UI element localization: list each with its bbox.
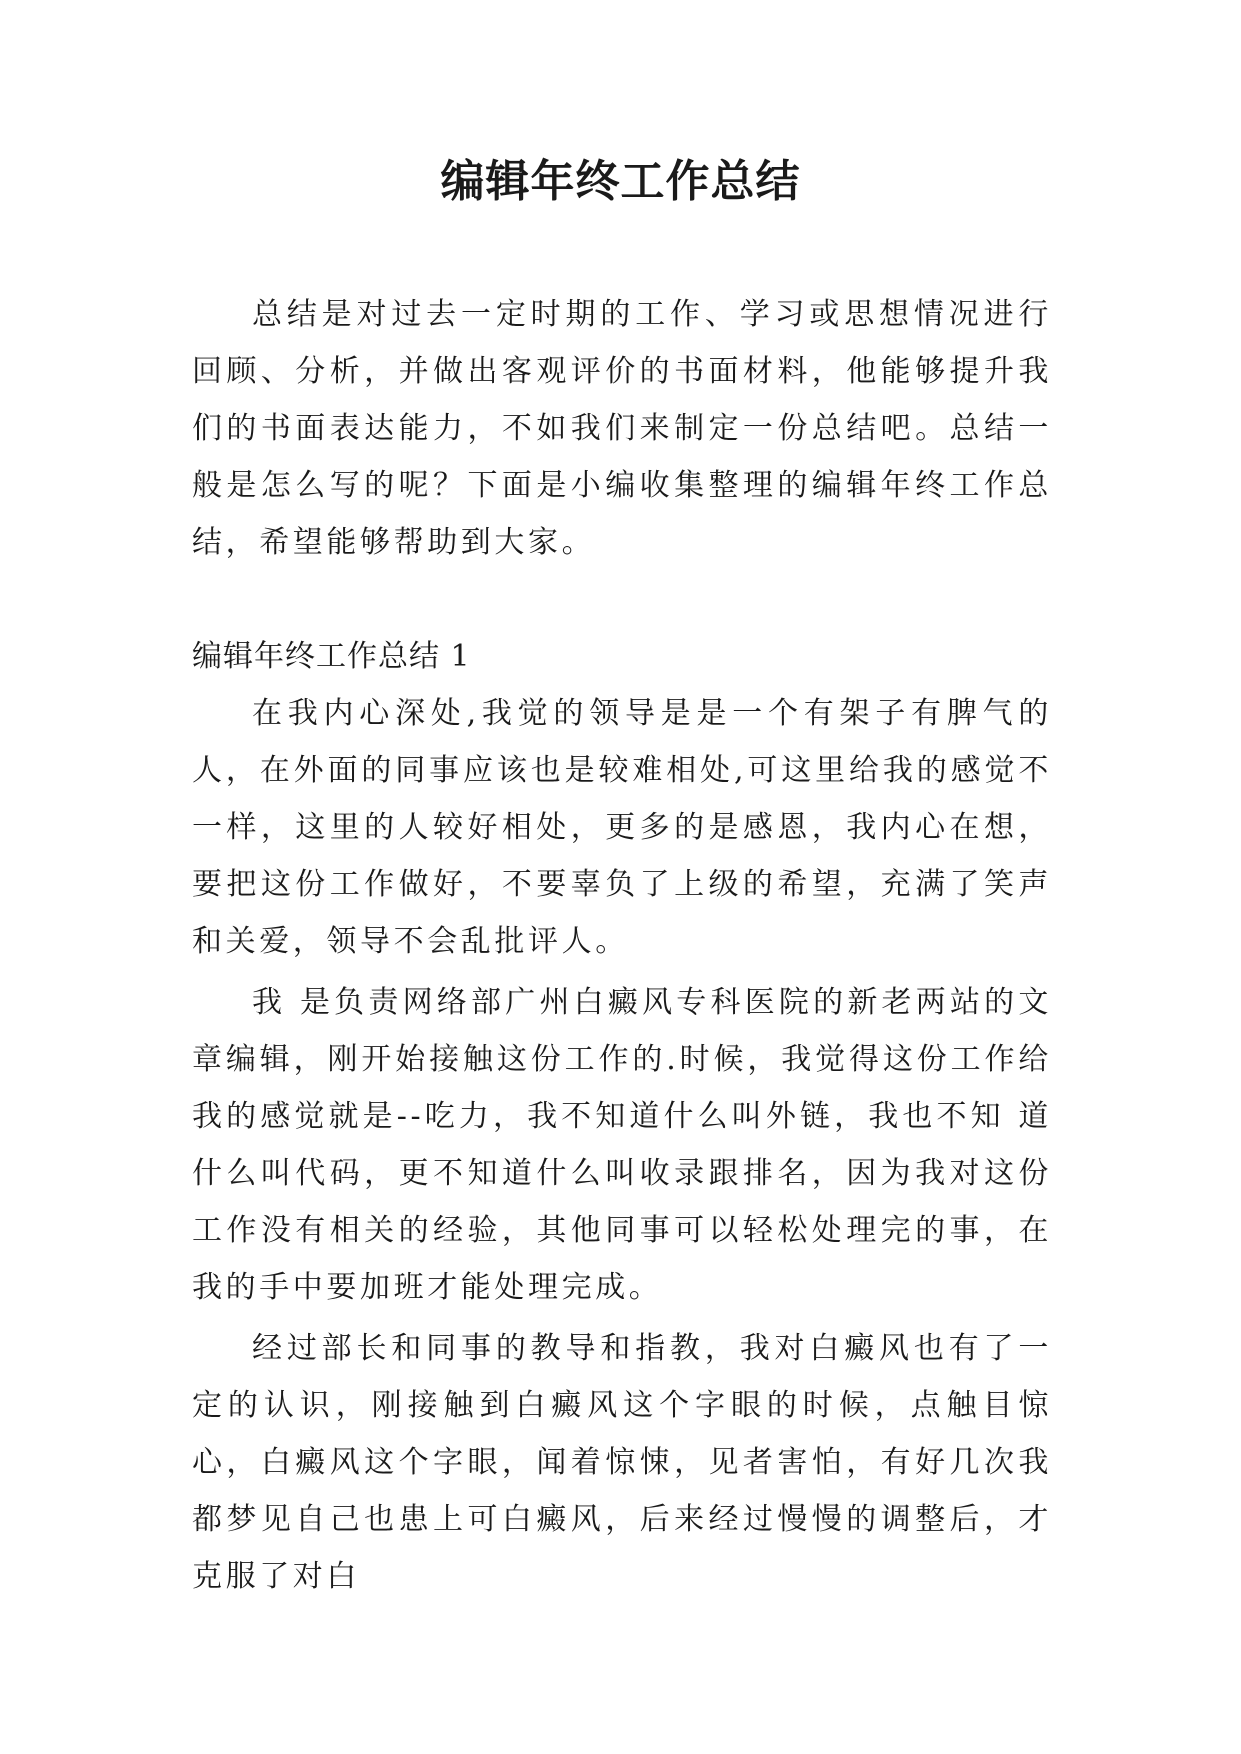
body-paragraph-1: 在我内心深处,我觉的领导是是一个有架子有脾气的人，在外面的同事应该也是较难相处,可这里给我的感觉不一样，这里的人较好相处，更多的是感恩，我内心在想，要把这份工作做好，不要辜负了上级的希望，充满了笑声和关爱，领导不会乱批评人。 xyxy=(192,696,1052,959)
body-paragraph-3: 经过部长和同事的教导和指教，我对白癜风也有了一定的认识，刚接触到白癜风这个字眼的时候，点触目惊心，白癜风这个字眼，闻着惊悚，见者害怕，有好几次我都梦见自己也患上可白癜风，后来经过慢慢的调整后，才克服了对白 xyxy=(192,1331,1052,1594)
document-body xyxy=(192,286,1052,1609)
intro-paragraph: 总结是对过去一定时期的工作、学习或思想情况进行回顾、分析，并做出客观评价的书面材料，他能够提升我们的书面表达能力，不如我们来制定一份总结吧。总结一般是怎么写的呢？下面是小编收集整理的编辑年终工作总结，希望能够帮助到大家。 xyxy=(192,297,1052,560)
body-paragraph-2: 我 是负责网络部广州白癜风专科医院的新老两站的文章编辑，刚开始接触这份工作的.时候，我觉得这份工作给我的感觉就是--吃力，我不知道什么叫外链，我也不知 道什么叫代码，更不知道什么叫收录跟排名，因为我对这份工作没有相关的经验，其他同事可以轻松处理完的事，在我的手中要加班才能处理完成。 xyxy=(192,985,1052,1305)
document-title: 编辑年终工作总结 xyxy=(440,156,801,207)
section-heading: 编辑年终工作总结 1 xyxy=(192,639,471,674)
